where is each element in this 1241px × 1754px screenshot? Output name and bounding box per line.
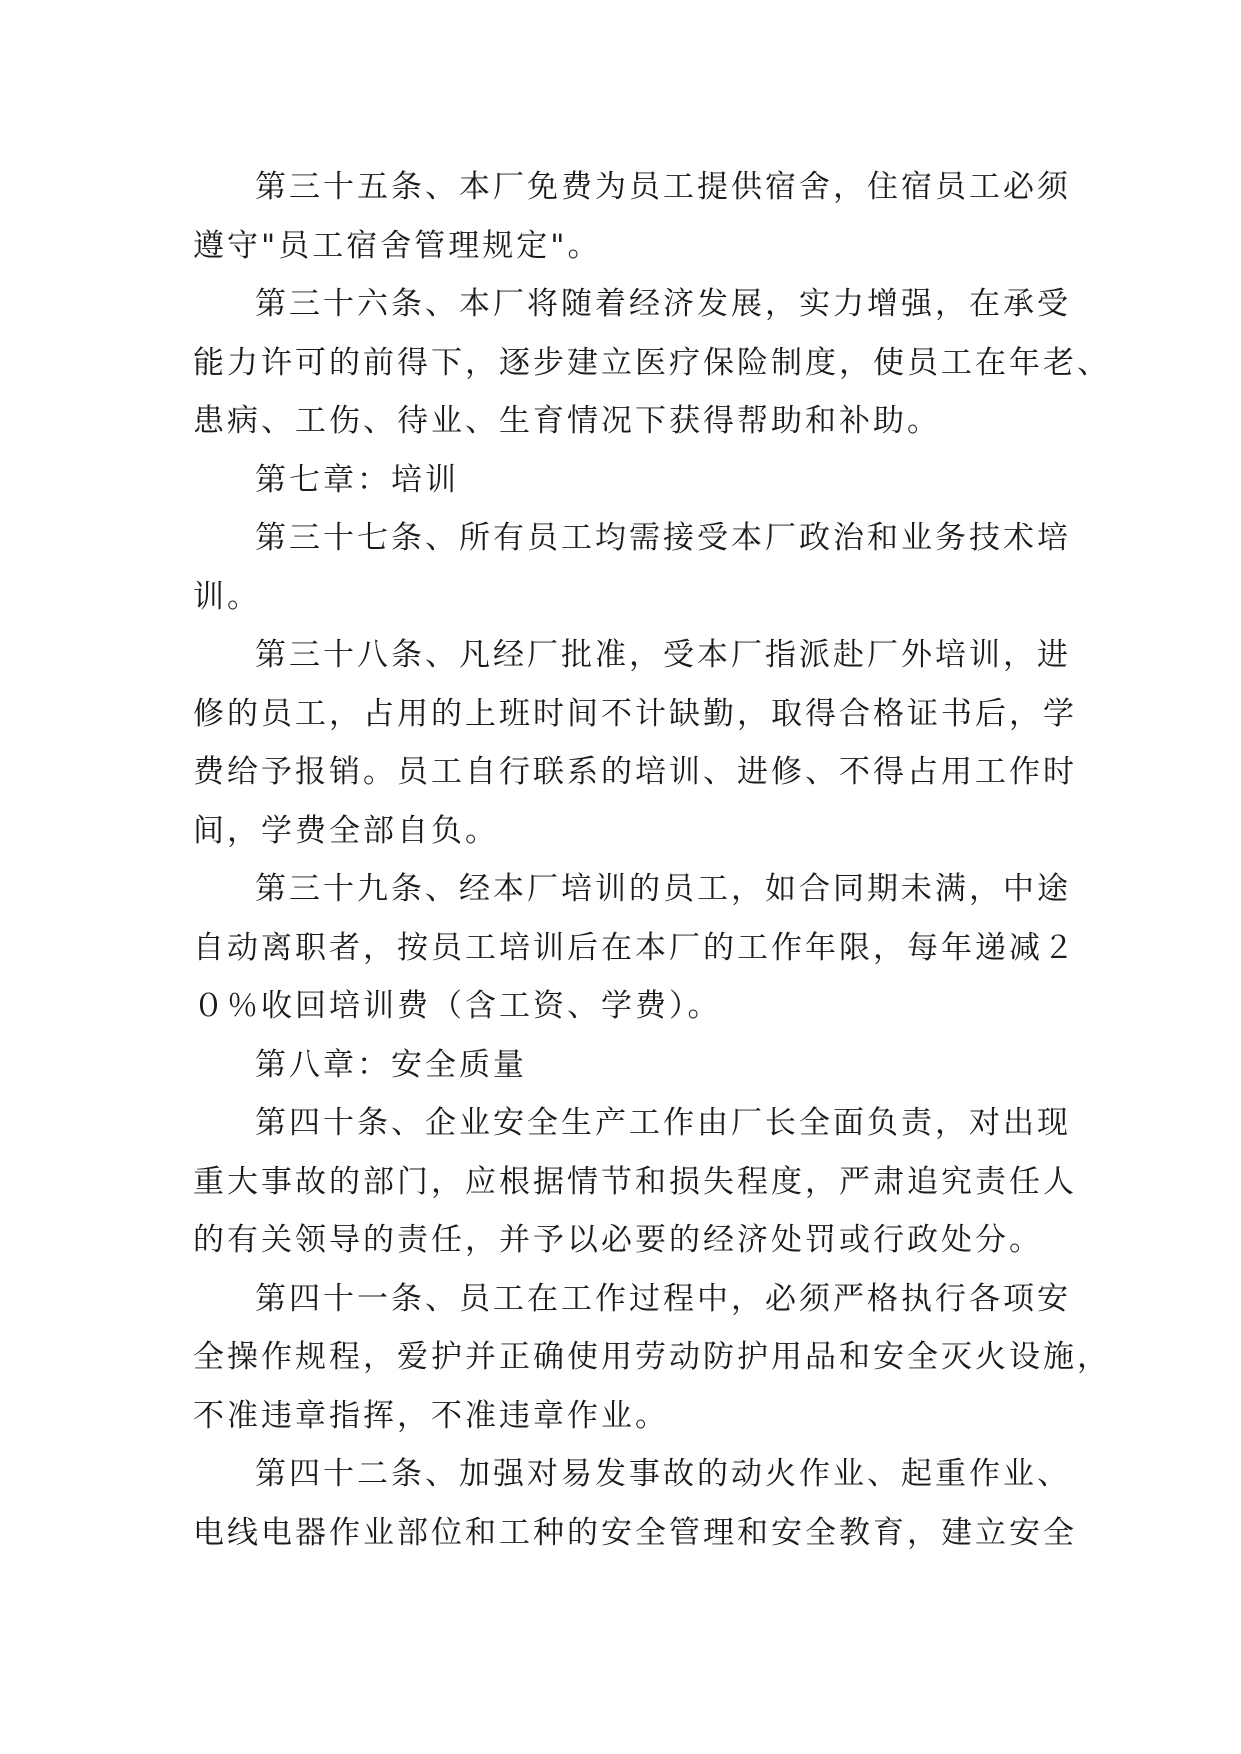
paragraph-line: 自动离职者，按员工培训后在本厂的工作年限，每年递减２ — [193, 929, 1077, 966]
paragraph-first-line: 第八章：安全质量 — [255, 1046, 527, 1083]
paragraph-line: 训。 — [193, 578, 261, 615]
paragraph-first-line: 第四十条、企业安全生产工作由厂长全面负责，对出现 — [255, 1105, 1071, 1141]
paragraph-line: 修的员工，占用的上班时间不计缺勤，取得合格证书后，学 — [193, 695, 1077, 732]
paragraph-line: 的有关领导的责任，并予以必要的经济处罚或行政处分。 — [193, 1222, 1043, 1258]
paragraph-line: 遵守"员工宿舍管理规定"。 — [193, 227, 602, 264]
document-body — [193, 158, 1111, 1562]
paragraph-first-line: 第四十二条、加强对易发事故的动火作业、起重作业、 — [255, 1456, 1071, 1492]
paragraph-first-line: 第三十六条、本厂将随着经济发展，实力增强，在承受 — [255, 286, 1071, 322]
paragraph-first-line: 第四十一条、员工在工作过程中，必须严格执行各项安 — [255, 1280, 1071, 1317]
paragraph-line: 不准违章指挥，不准违章作业。 — [193, 1397, 669, 1434]
paragraph-line: 患病、工伤、待业、生育情况下获得帮助和补助。 — [193, 403, 941, 439]
paragraph-first-line: 第三十七条、所有员工均需接受本厂政治和业务技术培 — [255, 520, 1071, 556]
paragraph-first-line: 第三十九条、经本厂培训的员工，如合同期未满，中途 — [255, 871, 1071, 907]
paragraph-line: ０％收回培训费（含工资、学费）。 — [193, 988, 722, 1024]
paragraph-line: 电线电器作业部位和工种的安全管理和安全教育，建立安全 — [193, 1514, 1077, 1551]
paragraph-line: 间，学费全部自负。 — [193, 812, 499, 849]
paragraph-line: 能力许可的前得下，逐步建立医疗保险制度，使员工在年老、 — [193, 344, 1111, 381]
paragraph-first-line: 第三十八条、凡经厂批准，受本厂指派赴厂外培训，进 — [255, 637, 1071, 673]
paragraph-first-line: 第七章：培训 — [255, 461, 459, 498]
paragraph-line: 全操作规程，爱护并正确使用劳动防护用品和安全灭火设施， — [193, 1339, 1111, 1375]
paragraph-first-line: 第三十五条、本厂免费为员工提供宿舍，住宿员工必须 — [255, 169, 1071, 205]
paragraph-line: 费给予报销。员工自行联系的培训、进修、不得占用工作时 — [193, 754, 1077, 790]
paragraph-line: 重大事故的部门，应根据情节和损失程度，严肃追究责任人 — [193, 1163, 1077, 1200]
